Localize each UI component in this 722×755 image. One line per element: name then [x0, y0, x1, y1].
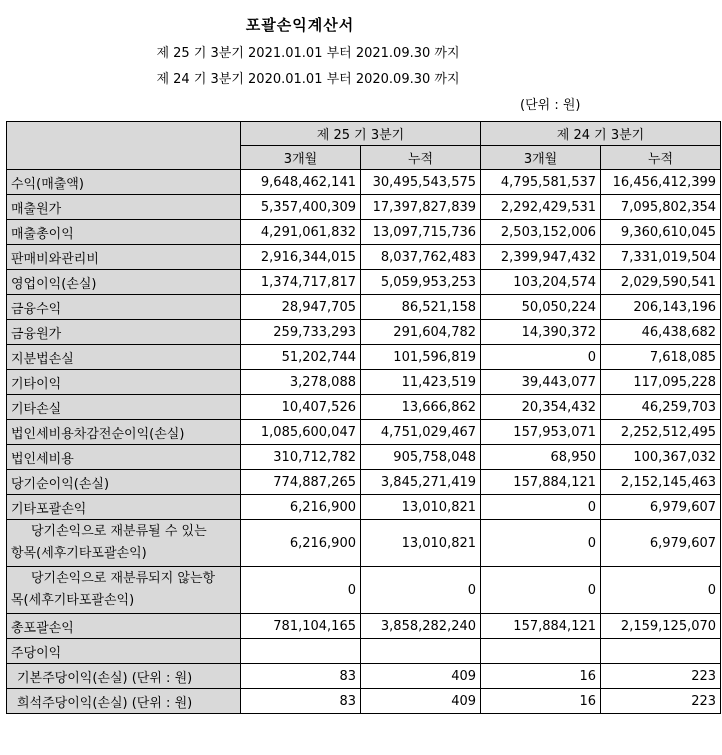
cell-value: 100,367,032	[601, 445, 721, 470]
row-label: 금융수익	[7, 295, 241, 320]
row-label: 법인세비용	[7, 445, 241, 470]
cell-value: 117,095,228	[601, 370, 721, 395]
table-row	[7, 520, 721, 567]
table-row	[7, 320, 721, 345]
cell-value: 16	[481, 664, 601, 689]
cell-value: 223	[601, 689, 721, 714]
cell-value: 30,495,543,575	[361, 170, 481, 195]
cell-value: 8,037,762,483	[361, 245, 481, 270]
row-label: 희석주당이익(손실) (단위 : 원)	[7, 689, 241, 714]
cell-value: 14,390,372	[481, 320, 601, 345]
row-label: 수익(매출액)	[7, 170, 241, 195]
cell-value: 774,887,265	[241, 470, 361, 495]
table-row	[7, 245, 721, 270]
cell-value: 16,456,412,399	[601, 170, 721, 195]
cell-value: 259,733,293	[241, 320, 361, 345]
cell-value: 51,202,744	[241, 345, 361, 370]
cell-value: 7,618,085	[601, 345, 721, 370]
row-label: 기타포괄손익	[7, 495, 241, 520]
cell-value: 50,050,224	[481, 295, 601, 320]
period-current: 제 25 기 3분기 2021.01.01 부터 2021.09.30 까지	[156, 46, 460, 61]
cell-value: 4,795,581,537	[481, 170, 601, 195]
row-label: 기타이익	[7, 370, 241, 395]
row-label: 매출총이익	[7, 220, 241, 245]
row-label-line1: 당기손익으로 재분류될 수 있는	[31, 524, 207, 539]
cell-value: 2,252,512,495	[601, 420, 721, 445]
table-row	[7, 470, 721, 495]
cell-value: 2,029,590,541	[601, 270, 721, 295]
cell-value: 0	[481, 567, 601, 614]
table-row	[7, 445, 721, 470]
table-row	[7, 345, 721, 370]
cell-value: 2,916,344,015	[241, 245, 361, 270]
table-row	[7, 270, 721, 295]
cell-value: 101,596,819	[361, 345, 481, 370]
cell-value: 4,291,061,832	[241, 220, 361, 245]
cell-value: 86,521,158	[361, 295, 481, 320]
header-group-current: 제 25 기 3분기	[241, 122, 481, 146]
row-label-line2: 목(세후기타포괄손익)	[11, 593, 135, 608]
cell-value: 5,059,953,253	[361, 270, 481, 295]
row-label: 판매비와관리비	[7, 245, 241, 270]
row-label: 지분법손실	[7, 345, 241, 370]
cell-value: 13,010,821	[361, 495, 481, 520]
cell-value: 157,884,121	[481, 614, 601, 639]
cell-value: 2,503,152,006	[481, 220, 601, 245]
cell-value: 68,950	[481, 445, 601, 470]
unit-label: (단위 : 원)	[520, 98, 581, 113]
header-corner	[7, 122, 241, 170]
row-label: 주당이익	[7, 639, 241, 664]
cell-value: 103,204,574	[481, 270, 601, 295]
cell-value: 409	[361, 664, 481, 689]
cell-value: 0	[481, 345, 601, 370]
cell-value: 7,331,019,504	[601, 245, 721, 270]
period-prior: 제 24 기 3분기 2020.01.01 부터 2020.09.30 까지	[156, 72, 460, 87]
cell-value	[481, 639, 601, 664]
table-row	[7, 614, 721, 639]
cell-value: 46,438,682	[601, 320, 721, 345]
cell-value: 13,666,862	[361, 395, 481, 420]
cell-value: 0	[361, 567, 481, 614]
cell-value: 6,979,607	[601, 520, 721, 567]
cell-value: 2,292,429,531	[481, 195, 601, 220]
cell-value: 6,216,900	[241, 495, 361, 520]
cell-value: 157,953,071	[481, 420, 601, 445]
cell-value: 9,360,610,045	[601, 220, 721, 245]
table-row	[7, 567, 721, 614]
row-label	[7, 520, 241, 567]
cell-value	[241, 639, 361, 664]
cell-value: 1,374,717,817	[241, 270, 361, 295]
cell-value: 206,143,196	[601, 295, 721, 320]
cell-value: 905,758,048	[361, 445, 481, 470]
table-row	[7, 639, 721, 664]
cell-value	[361, 639, 481, 664]
header-group-prior: 제 24 기 3분기	[481, 122, 721, 146]
table-row	[7, 495, 721, 520]
row-label	[7, 567, 241, 614]
cell-value: 46,259,703	[601, 395, 721, 420]
cell-value: 9,648,462,141	[241, 170, 361, 195]
header-prior-3m: 3개월	[481, 146, 601, 170]
table-row	[7, 295, 721, 320]
cell-value: 13,097,715,736	[361, 220, 481, 245]
row-label: 기본주당이익(손실) (단위 : 원)	[7, 664, 241, 689]
cell-value: 223	[601, 664, 721, 689]
cell-value	[601, 639, 721, 664]
cell-value: 6,979,607	[601, 495, 721, 520]
cell-value: 16	[481, 689, 601, 714]
cell-value: 6,216,900	[241, 520, 361, 567]
table-row	[7, 195, 721, 220]
cell-value: 781,104,165	[241, 614, 361, 639]
cell-value: 3,845,271,419	[361, 470, 481, 495]
cell-value: 11,423,519	[361, 370, 481, 395]
header-current-3m: 3개월	[241, 146, 361, 170]
row-label: 기타손실	[7, 395, 241, 420]
cell-value: 83	[241, 689, 361, 714]
row-label: 당기순이익(손실)	[7, 470, 241, 495]
cell-value: 4,751,029,467	[361, 420, 481, 445]
cell-value: 13,010,821	[361, 520, 481, 567]
cell-value: 39,443,077	[481, 370, 601, 395]
cell-value: 0	[241, 567, 361, 614]
cell-value: 409	[361, 689, 481, 714]
table-row	[7, 370, 721, 395]
cell-value: 157,884,121	[481, 470, 601, 495]
cell-value: 310,712,782	[241, 445, 361, 470]
statement-title: 포괄손익계산서	[245, 16, 355, 34]
cell-value: 2,159,125,070	[601, 614, 721, 639]
table-row	[7, 395, 721, 420]
row-label-line1: 당기손익으로 재분류되지 않는항	[31, 571, 216, 586]
table-row	[7, 689, 721, 714]
cell-value: 83	[241, 664, 361, 689]
cell-value: 3,858,282,240	[361, 614, 481, 639]
cell-value: 291,604,782	[361, 320, 481, 345]
cell-value: 7,095,802,354	[601, 195, 721, 220]
cell-value: 3,278,088	[241, 370, 361, 395]
row-label: 법인세비용차감전순이익(손실)	[7, 420, 241, 445]
row-label: 매출원가	[7, 195, 241, 220]
row-label: 금융원가	[7, 320, 241, 345]
row-label: 영업이익(손실)	[7, 270, 241, 295]
cell-value: 0	[601, 567, 721, 614]
header-current-cum: 누적	[361, 146, 481, 170]
row-label: 총포괄손익	[7, 614, 241, 639]
cell-value: 0	[481, 495, 601, 520]
cell-value: 2,399,947,432	[481, 245, 601, 270]
row-label-line2: 항목(세후기타포괄손익)	[11, 546, 147, 561]
table-row	[7, 420, 721, 445]
cell-value: 2,152,145,463	[601, 470, 721, 495]
cell-value: 20,354,432	[481, 395, 601, 420]
table-row	[7, 664, 721, 689]
cell-value: 0	[481, 520, 601, 567]
cell-value: 17,397,827,839	[361, 195, 481, 220]
income-statement-table	[6, 121, 721, 714]
cell-value: 10,407,526	[241, 395, 361, 420]
cell-value: 5,357,400,309	[241, 195, 361, 220]
header-prior-cum: 누적	[601, 146, 721, 170]
cell-value: 28,947,705	[241, 295, 361, 320]
table-row	[7, 170, 721, 195]
table-row	[7, 220, 721, 245]
cell-value: 1,085,600,047	[241, 420, 361, 445]
